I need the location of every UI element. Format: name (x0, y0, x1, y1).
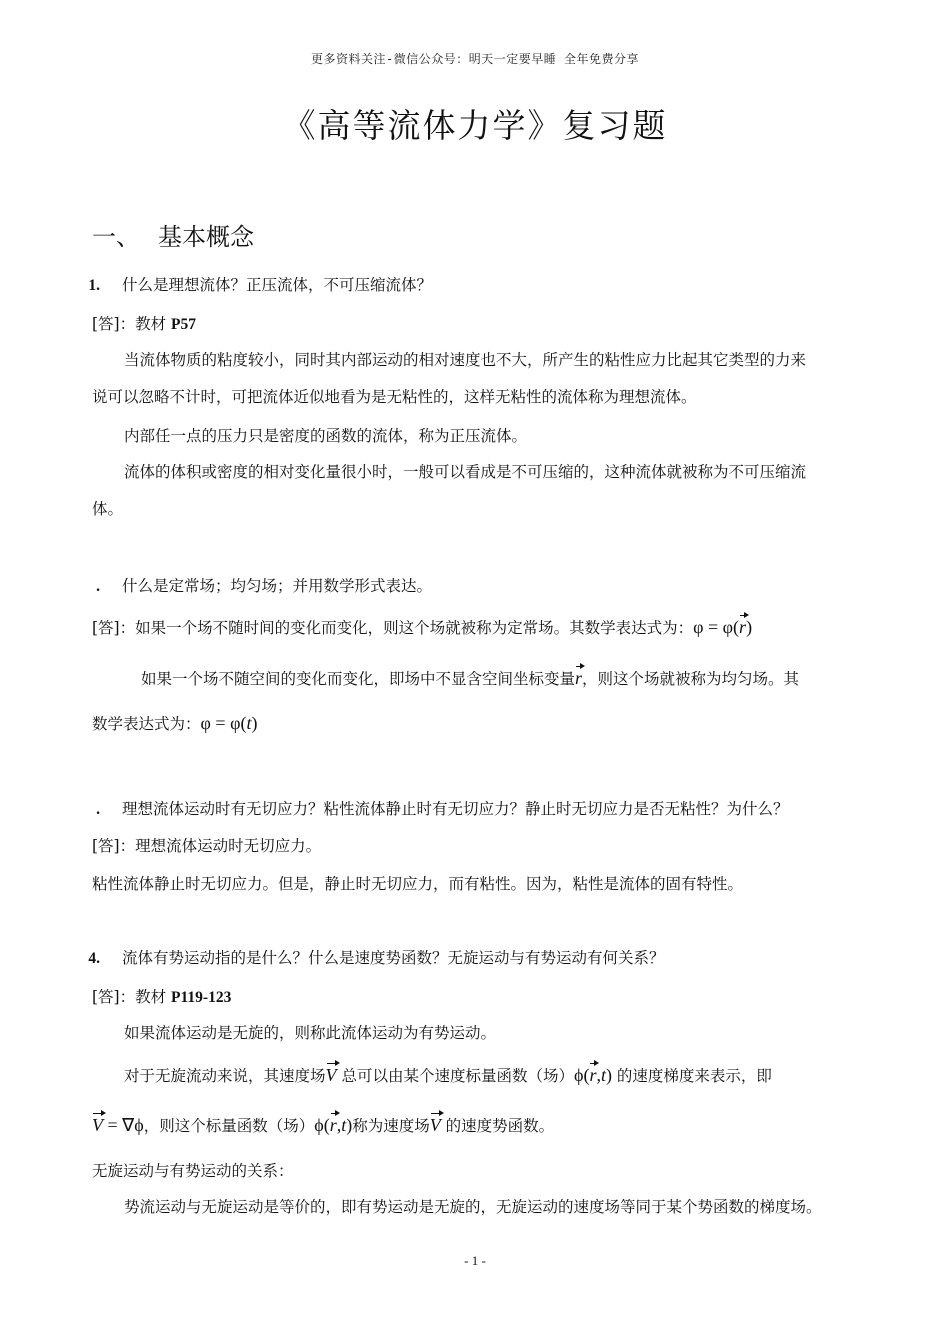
answer-label (92, 985, 231, 1007)
document-title: 《高等流体力学》复习题 (282, 106, 668, 145)
answer-prefix: [答]：教材 (92, 988, 167, 1006)
paragraph: 如果流体运动是无旋的，则称此流体运动为有势运动。 (124, 1024, 497, 1042)
paragraph: V = ∇ϕ，则这个标量函数（场）ϕ(r,t)称为速度场V 的速度势函数。 (92, 1115, 555, 1135)
answer-label (92, 312, 196, 334)
question-2 (60, 574, 432, 596)
question-number: . (96, 801, 100, 818)
question-3 (60, 797, 789, 819)
question-number: 1. (88, 277, 100, 294)
math-expression: φ = φ(r) (693, 617, 753, 637)
paragraph: 说可以忽略不计时，可把流体近似地看为是无粘性的，这样无粘性的流体称为理想流体。 (92, 388, 697, 406)
math-expression: V = ∇ϕ (92, 1115, 144, 1135)
paragraph: 对于无旋流动来说，其速度场V 总可以由某个速度标量函数（场）ϕ(r,t) 的速度梯度来表示，即 (124, 1065, 772, 1085)
section-number: 一、 (92, 223, 140, 251)
math-expression: φ = φ(t) (200, 713, 258, 733)
paragraph: 粘性流体静止时无切应力。但是，静止时无切应力，而有粘性。因为，粘性是流体的固有特性。 (92, 875, 744, 893)
question-text: 理想流体运动时有无切应力？粘性流体静止时有无切应力？静止时无切应力是否无粘性？为什么？ (122, 800, 789, 818)
question-4 (60, 946, 665, 968)
vector-V: V (325, 1065, 337, 1085)
vector-V: V (429, 1115, 441, 1135)
answer-reference: P119-123 (171, 989, 232, 1006)
question-text: 什么是定常场；均匀场；并用数学形式表达。 (122, 577, 433, 595)
answer-text: [答]：理想流体运动时无切应力。 (92, 837, 322, 855)
answer-line (92, 616, 752, 638)
question-text: 什么是理想流体？正压流体，不可压缩流体？ (122, 276, 433, 294)
paragraph: 势流运动与无旋运动是等价的，即有势运动是无旋的，无旋运动的速度场等同于某个势函数的梯度场。 (124, 1198, 822, 1216)
paragraph: 如果一个场不随空间的变化而变化，即场中不显含空间坐标变量r，则这个场就被称为均匀场。其 (141, 668, 800, 688)
paragraph: 无旋运动与有势运动的关系： (92, 1162, 294, 1180)
question-text: 流体有势运动指的是什么？什么是速度势函数？无旋运动与有势运动有何关系？ (122, 949, 665, 967)
math-expression: ϕ(r,t) (573, 1065, 612, 1085)
section-heading (92, 217, 254, 252)
question-number: 4. (88, 950, 100, 967)
math-expression: ϕ(r,t) (314, 1115, 353, 1135)
paragraph: 数学表达式为：φ = φ(t) (92, 713, 258, 733)
header-banner: 更多资料关注-微信公众号：明天一定要早睡 全年免费分享 (311, 52, 639, 66)
answer-reference: P57 (171, 316, 197, 333)
paragraph: 内部任一点的压力只是密度的函数的流体，称为正压流体。 (124, 427, 528, 445)
section-title: 基本概念 (158, 223, 254, 251)
paragraph: 体。 (92, 500, 124, 518)
question-number: . (96, 578, 100, 595)
page-number: - 1 - (464, 1253, 486, 1268)
paragraph: 流体的体积或密度的相对变化量很小时，一般可以看成是不可压缩的，这种流体就被称为不可压缩流 (124, 463, 807, 481)
paragraph: 当流体物质的粘度较小，同时其内部运动的相对速度也不大，所产生的粘性应力比起其它类型的力来 (124, 351, 807, 369)
question-1 (60, 273, 432, 295)
vector-r: r (575, 668, 583, 688)
answer-text: [答]：如果一个场不随时间的变化而变化，则这个场就被称为定常场。其数学表达式为： (92, 619, 694, 637)
answer-prefix: [答]：教材 (92, 315, 167, 333)
